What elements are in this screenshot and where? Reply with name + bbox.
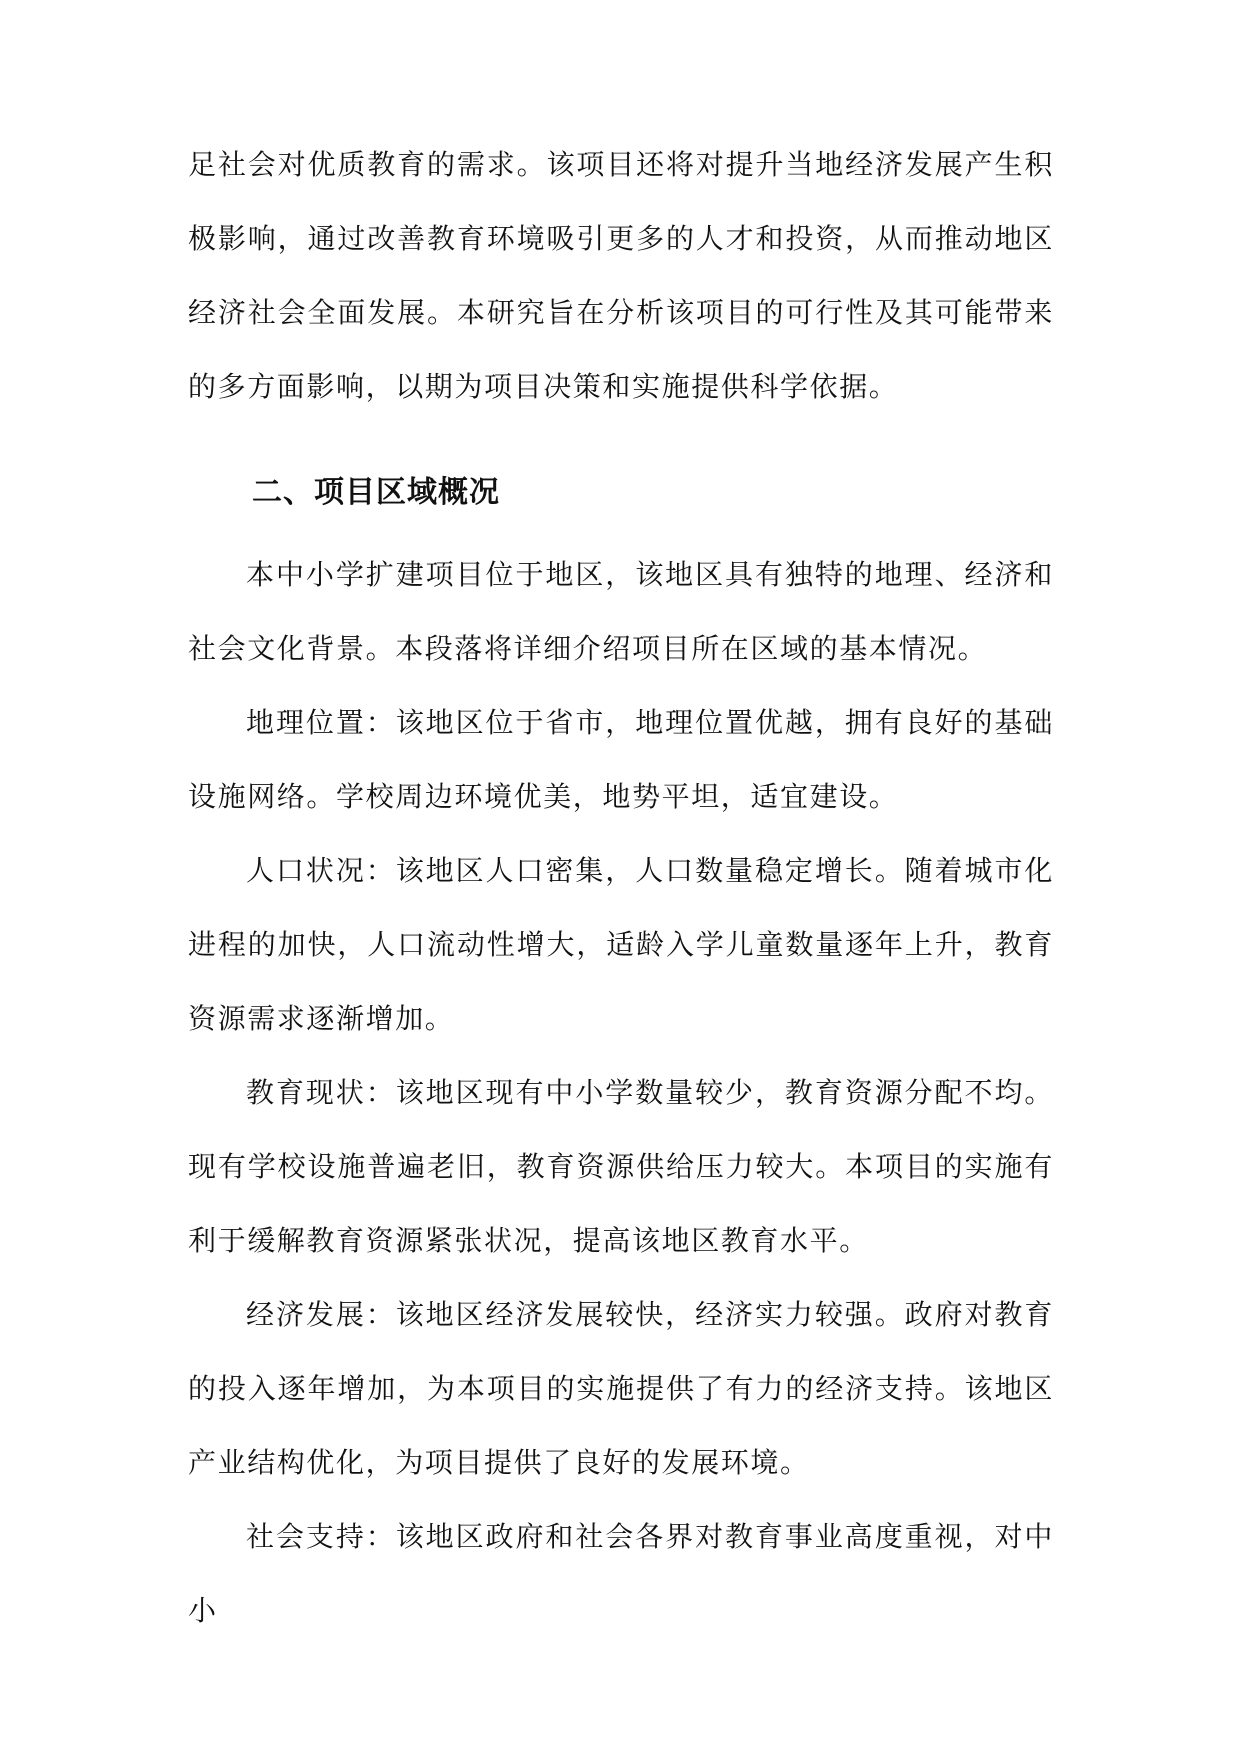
paragraph-education-status: 教育现状：该地区现有中小学数量较少，教育资源分配不均。现有学校设施普遍老旧，教育资源供给压力较大。本项目的实施有利于缓解教育资源紧张状况，提高该地区教育水平。: [188, 1076, 1054, 1257]
paragraph-population: 人口状况：该地区人口密集，人口数量稳定增长。随着城市化进程的加快，人口流动性增大，适龄入学儿童数量逐年上升，教育资源需求逐渐增加。: [188, 854, 1054, 1035]
paragraph-project-location: 本中小学扩建项目位于地区，该地区具有独特的地理、经济和社会文化背景。本段落将详细介绍项目所在区域的基本情况。: [188, 558, 1054, 665]
paragraph-geography: 地理位置：该地区位于省市，地理位置优越，拥有良好的基础设施网络。学校周边环境优美，地势平坦，适宜建设。: [188, 706, 1054, 813]
paragraph-social-support: 社会支持：该地区政府和社会各界对教育事业高度重视，对中小: [188, 1520, 1054, 1627]
intro-paragraph: 足社会对优质教育的需求。该项目还将对提升当地经济发展产生积极影响，通过改善教育环境吸引更多的人才和投资，从而推动地区经济社会全面发展。本研究旨在分析该项目的可行性及其可能带来的多方面影响，以期为项目决策和实施提供科学依据。: [188, 148, 1054, 403]
section-heading: 二、项目区域概况: [252, 475, 500, 510]
paragraph-economy: 经济发展：该地区经济发展较快，经济实力较强。政府对教育的投入逐年增加，为本项目的实施提供了有力的经济支持。该地区产业结构优化，为项目提供了良好的发展环境。: [188, 1298, 1054, 1479]
document-page: [188, 128, 1054, 1648]
